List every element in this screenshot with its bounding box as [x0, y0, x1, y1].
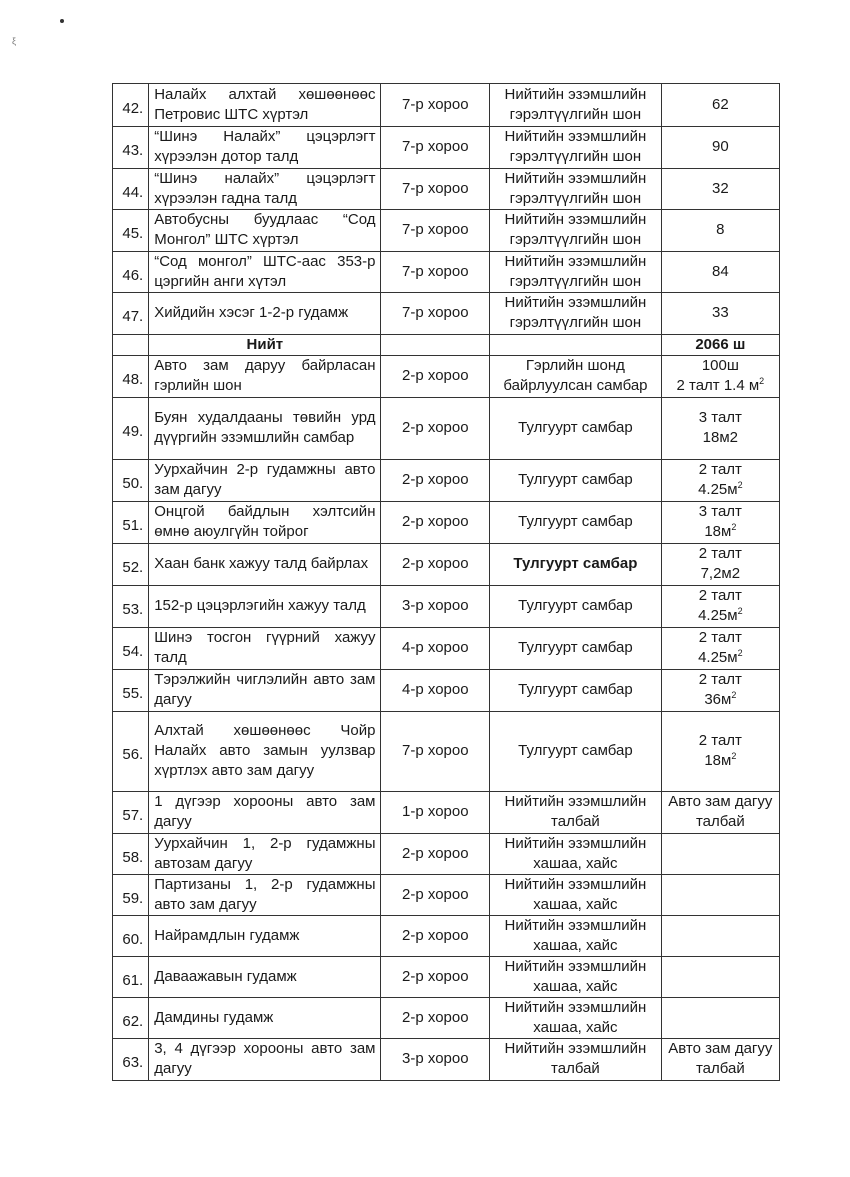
- quantity-cell-empty: [661, 833, 779, 874]
- table-row: [113, 1038, 780, 1080]
- row-number: 59.: [122, 889, 144, 907]
- location-cell: Онцгой байдлын хэлтсийн өмнө аюулгүйн тойрог: [149, 501, 381, 543]
- location-cell: Даваажавын гудамж: [149, 956, 381, 997]
- row-number: 53.: [122, 601, 144, 618]
- location-cell: 152-р цэцэрлэгийн хажуу талд: [149, 585, 381, 627]
- table-row: [113, 251, 780, 293]
- quantity-area: 18м2: [702, 429, 739, 446]
- table-row: [113, 585, 780, 627]
- khoroo-cell: 7-р хороо: [381, 293, 490, 335]
- quantity-cell: Авто зам дагуу талбай: [661, 791, 779, 833]
- khoroo-cell: 4-р хороо: [381, 627, 490, 669]
- row-number-cell: [113, 84, 149, 127]
- row-number-cell: [113, 543, 149, 585]
- total-row: [113, 334, 780, 355]
- row-number: 45.: [122, 225, 144, 243]
- table-row: [113, 127, 780, 169]
- location-cell: Алхтай хөшөөнөөс Чойр Налайх авто замын уулзвар хүртлэх авто зам дагуу: [149, 711, 381, 791]
- quantity-line-2: [667, 751, 774, 771]
- type-cell: Нийтийн эзэмшлийн талбай: [490, 1038, 662, 1080]
- quantity-cell: [661, 585, 779, 627]
- quantity-cell: [661, 627, 779, 669]
- row-number-cell: [113, 459, 149, 501]
- quantity-cell: Авто зам дагуу талбай: [661, 1038, 779, 1080]
- quantity-line-1: 2 талт: [698, 671, 742, 688]
- table-row: [113, 711, 780, 791]
- khoroo-cell: 2-р хороо: [381, 956, 490, 997]
- row-number-cell: [113, 355, 149, 397]
- location-cell: 1 дүгээр хорооны авто зам дагуу: [149, 791, 381, 833]
- table-row: [113, 355, 780, 397]
- quantity-cell: [661, 669, 779, 711]
- quantity-cell: [661, 543, 779, 585]
- quantity-area: 7,2м2: [700, 565, 741, 582]
- location-cell: Автобусны буудлаас “Сод Монгол” ШТС хүртэл: [149, 210, 381, 252]
- quantity-line-1: 2 талт: [698, 461, 742, 478]
- khoroo-cell: 3-р хороо: [381, 585, 490, 627]
- location-cell: Авто зам даруу байрласан гэрлийн шон: [149, 355, 381, 397]
- khoroo-cell: 2-р хороо: [381, 397, 490, 459]
- quantity-cell: 32: [661, 168, 779, 210]
- table-row: [113, 543, 780, 585]
- scan-speck: [60, 19, 64, 23]
- area-unit-exponent: 2: [731, 690, 737, 700]
- row-number-cell: [113, 791, 149, 833]
- khoroo-cell: 2-р хороо: [381, 997, 490, 1038]
- row-number: 52.: [122, 559, 144, 576]
- quantity-cell-empty: [661, 956, 779, 997]
- row-number: 54.: [122, 643, 144, 660]
- row-number-cell: [113, 501, 149, 543]
- khoroo-cell: 7-р хороо: [381, 210, 490, 252]
- row-number: 43.: [122, 142, 144, 160]
- row-number-cell: [113, 397, 149, 459]
- row-number: 42.: [122, 100, 144, 117]
- row-number: 48.: [122, 371, 144, 388]
- khoroo-cell: 2-р хороо: [381, 874, 490, 915]
- row-number-cell: [113, 627, 149, 669]
- quantity-cell: [661, 355, 779, 397]
- location-cell: “Шинэ Налайх” цэцэрлэгт хүрээлэн дотор талд: [149, 127, 381, 169]
- type-cell: Нийтийн эзэмшлийн хашаа, хайс: [490, 997, 662, 1038]
- type-cell: Тулгуурт самбар: [490, 459, 662, 501]
- quantity-line-1: 3 талт: [698, 409, 742, 426]
- row-number-cell: [113, 669, 149, 711]
- quantity-line-2: [667, 564, 774, 584]
- total-empty-cell: [113, 334, 149, 355]
- row-number-cell: [113, 293, 149, 335]
- quantity-line-2: [667, 428, 774, 448]
- area-unit-exponent: 2: [737, 606, 743, 616]
- quantity-line-1: 100ш: [701, 357, 739, 374]
- table-row: [113, 669, 780, 711]
- type-cell: Тулгуурт самбар: [490, 543, 662, 585]
- khoroo-cell: 3-р хороо: [381, 1038, 490, 1080]
- table-row: [113, 833, 780, 874]
- location-cell: Хийдийн хэсэг 1-2-р гудамж: [149, 293, 381, 335]
- type-cell: Нийтийн эзэмшлийн гэрэлтүүлгийн шон: [490, 251, 662, 293]
- total-empty-cell: [490, 334, 662, 355]
- row-number-cell: [113, 585, 149, 627]
- row-number: 57.: [122, 807, 144, 824]
- khoroo-cell: 2-р хороо: [381, 833, 490, 874]
- quantity-cell: 90: [661, 127, 779, 169]
- khoroo-cell: 7-р хороо: [381, 251, 490, 293]
- location-cell: Шинэ тосгон гүүрний хажуу талд: [149, 627, 381, 669]
- quantity-cell: 8: [661, 210, 779, 252]
- quantity-line-2: [667, 690, 774, 710]
- row-number: 58.: [122, 848, 144, 866]
- area-unit-exponent: 2: [737, 648, 743, 658]
- location-cell: Партизаны 1, 2-р гудамжны авто зам дагуу: [149, 874, 381, 915]
- khoroo-cell: 7-р хороо: [381, 168, 490, 210]
- quantity-area: 4.25м: [698, 607, 738, 624]
- quantity-cell: 33: [661, 293, 779, 335]
- quantity-line-2: [667, 522, 774, 542]
- type-cell: Нийтийн эзэмшлийн хашаа, хайс: [490, 956, 662, 997]
- location-cell: Дамдины гудамж: [149, 997, 381, 1038]
- row-number: 46.: [122, 266, 144, 284]
- quantity-area: 2 талт 1.4 м: [676, 377, 760, 394]
- row-number: 44.: [122, 183, 144, 201]
- table-row: [113, 210, 780, 252]
- type-cell: Нийтийн эзэмшлийн гэрэлтүүлгийн шон: [490, 168, 662, 210]
- row-number: 47.: [122, 308, 144, 326]
- khoroo-cell: 2-р хороо: [381, 915, 490, 956]
- area-unit-exponent: 2: [731, 751, 737, 761]
- quantity-cell: [661, 459, 779, 501]
- row-number: 51.: [122, 517, 144, 534]
- total-label: Нийт: [149, 334, 381, 355]
- quantity-cell-empty: [661, 915, 779, 956]
- quantity-line-2: [667, 648, 774, 668]
- location-cell: Уурхайчин 1, 2-р гудамжны автозам дагуу: [149, 833, 381, 874]
- row-number-cell: [113, 168, 149, 210]
- khoroo-cell: 2-р хороо: [381, 543, 490, 585]
- row-number: 49.: [122, 423, 144, 440]
- quantity-cell: 84: [661, 251, 779, 293]
- total-value: 2066 ш: [661, 334, 779, 355]
- type-cell: Нийтийн эзэмшлийн хашаа, хайс: [490, 833, 662, 874]
- row-number-cell: [113, 915, 149, 956]
- khoroo-cell: 2-р хороо: [381, 355, 490, 397]
- type-cell: Нийтийн эзэмшлийн гэрэлтүүлгийн шон: [490, 127, 662, 169]
- total-empty-cell: [381, 334, 490, 355]
- registry-table: [112, 83, 780, 1081]
- table-row: [113, 997, 780, 1038]
- row-number-cell: [113, 833, 149, 874]
- type-cell: Тулгуурт самбар: [490, 669, 662, 711]
- row-number: 50.: [122, 475, 144, 492]
- quantity-line-1: 2 талт: [698, 545, 742, 562]
- table-row: [113, 293, 780, 335]
- type-cell: Гэрлийн шонд байрлуулсан самбар: [490, 355, 662, 397]
- quantity-area: 4.25м: [698, 481, 738, 498]
- khoroo-cell: 7-р хороо: [381, 711, 490, 791]
- area-unit-exponent: 2: [737, 480, 743, 490]
- quantity-cell: 62: [661, 84, 779, 127]
- type-cell: Нийтийн эзэмшлийн гэрэлтүүлгийн шон: [490, 293, 662, 335]
- table-row: [113, 874, 780, 915]
- type-cell: Нийтийн эзэмшлийн гэрэлтүүлгийн шон: [490, 210, 662, 252]
- table-row: [113, 915, 780, 956]
- location-cell: Найрамдлын гудамж: [149, 915, 381, 956]
- khoroo-cell: 4-р хороо: [381, 669, 490, 711]
- table-row: [113, 168, 780, 210]
- quantity-cell-empty: [661, 874, 779, 915]
- type-cell: Тулгуурт самбар: [490, 585, 662, 627]
- quantity-line-2: [667, 606, 774, 626]
- khoroo-cell: 7-р хороо: [381, 84, 490, 127]
- quantity-line-2: [667, 376, 774, 396]
- row-number-cell: [113, 956, 149, 997]
- location-cell: Уурхайчин 2-р гудамжны авто зам дагуу: [149, 459, 381, 501]
- row-number-cell: [113, 711, 149, 791]
- quantity-cell: [661, 397, 779, 459]
- table-row: [113, 627, 780, 669]
- row-number: 61.: [122, 971, 144, 989]
- khoroo-cell: 2-р хороо: [381, 501, 490, 543]
- area-unit-exponent: 2: [759, 376, 765, 386]
- quantity-cell: [661, 501, 779, 543]
- type-cell: Нийтийн эзэмшлийн гэрэлтүүлгийн шон: [490, 84, 662, 127]
- registry-table-body: [113, 84, 780, 1081]
- quantity-line-2: [667, 480, 774, 500]
- row-number-cell: [113, 997, 149, 1038]
- table-row: [113, 791, 780, 833]
- quantity-area: 4.25м: [698, 649, 738, 666]
- type-cell: Тулгуурт самбар: [490, 501, 662, 543]
- table-row: [113, 501, 780, 543]
- row-number-cell: [113, 210, 149, 252]
- quantity-cell-empty: [661, 997, 779, 1038]
- row-number: 62.: [122, 1012, 144, 1030]
- table-row: [113, 84, 780, 127]
- quantity-line-1: 2 талт: [698, 629, 742, 646]
- row-number: 63.: [122, 1054, 144, 1071]
- quantity-area: 36м: [704, 691, 732, 708]
- type-cell: Тулгуурт самбар: [490, 711, 662, 791]
- quantity-cell: [661, 711, 779, 791]
- khoroo-cell: 1-р хороо: [381, 791, 490, 833]
- type-cell: Тулгуурт самбар: [490, 627, 662, 669]
- location-cell: Налайх алхтай хөшөөнөөс Петровис ШТС хүртэл: [149, 84, 381, 127]
- margin-mark: ξ: [12, 36, 17, 46]
- row-number: 60.: [122, 930, 144, 948]
- row-number: 55.: [122, 685, 144, 702]
- type-cell: Нийтийн эзэмшлийн талбай: [490, 791, 662, 833]
- location-cell: “Шинэ налайх” цэцэрлэгт хүрээлэн гадна талд: [149, 168, 381, 210]
- area-unit-exponent: 2: [731, 522, 737, 532]
- location-cell: “Сод монгол” ШТС-аас 353-р цэргийн анги хүтэл: [149, 251, 381, 293]
- khoroo-cell: 7-р хороо: [381, 127, 490, 169]
- type-cell: Нийтийн эзэмшлийн хашаа, хайс: [490, 915, 662, 956]
- quantity-line-1: 2 талт: [698, 732, 742, 749]
- quantity-area: 18м: [704, 523, 732, 540]
- khoroo-cell: 2-р хороо: [381, 459, 490, 501]
- row-number-cell: [113, 1038, 149, 1080]
- row-number-cell: [113, 127, 149, 169]
- type-cell: Тулгуурт самбар: [490, 397, 662, 459]
- location-cell: Тэрэлжийн чиглэлийн авто зам дагуу: [149, 669, 381, 711]
- row-number-cell: [113, 251, 149, 293]
- quantity-line-1: 2 талт: [698, 587, 742, 604]
- table-row: [113, 397, 780, 459]
- location-cell: 3, 4 дүгээр хорооны авто зам дагуу: [149, 1038, 381, 1080]
- quantity-area: 18м: [704, 752, 732, 769]
- location-cell: Буян худалдааны төвийн урд дүүргийн эзэмшлийн самбар: [149, 397, 381, 459]
- row-number: 56.: [122, 746, 144, 763]
- quantity-line-1: 3 талт: [698, 503, 742, 520]
- location-cell: Хаан банк хажуу талд байрлах: [149, 543, 381, 585]
- type-cell: Нийтийн эзэмшлийн хашаа, хайс: [490, 874, 662, 915]
- table-row: [113, 956, 780, 997]
- table-row: [113, 459, 780, 501]
- row-number-cell: [113, 874, 149, 915]
